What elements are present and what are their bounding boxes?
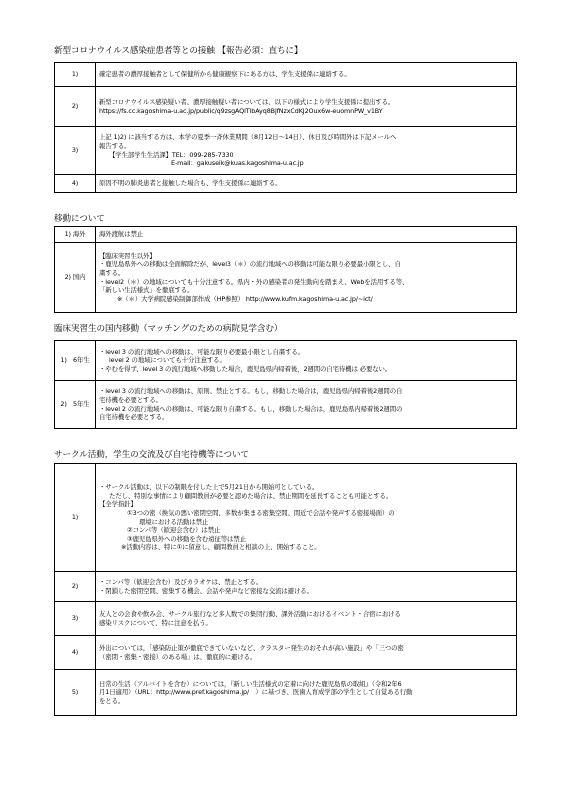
row-text: 上記 1)2) に該当する方は、本学の夏季一斉休業期間（8月12日～14日）、休日及び時間外は下記メールへ xyxy=(99,133,397,142)
row-text: ・level2（＊）の地域についても十分注意する。県内・外の感染者の発生動向を踏まえ、Webを活用する等、 xyxy=(99,277,409,286)
table-row xyxy=(55,572,517,602)
table-row xyxy=(55,341,517,381)
row-text: ・level 3 の流行地域への移動は、原則、禁止とする。もし，移動した場合は，鹿児島県内帰着後2週間の自 xyxy=(99,387,403,396)
row-content xyxy=(96,227,517,243)
table-row xyxy=(55,381,517,429)
row-text: をとる。 xyxy=(99,696,125,705)
row-number: 1) 海外 xyxy=(55,227,96,243)
row-text: level 2 の地域についても十分注意する。 xyxy=(109,356,226,365)
table-clinical xyxy=(54,340,517,429)
section-title-circle: サークル活動，学生の交流及び自宅待機等について xyxy=(54,450,249,460)
row-text: （密閉・密集・密接）のある場」は、徹底的に避ける。 xyxy=(99,652,257,661)
table-row xyxy=(55,127,517,175)
table-row xyxy=(55,87,517,127)
row-content xyxy=(96,464,517,572)
row-text: 報告する。 xyxy=(99,141,131,150)
row-number: 5) xyxy=(55,670,96,716)
row-text: 日常の生活（アルバイトを含む）については，『新しい生活様式の定着に向けた鹿児島県の取組』（令和2年6 xyxy=(99,679,402,688)
row-text: 外出については，「感染防止策が徹底できていないなど、クラスター発生のおそれが高い施設」や「三つの密 xyxy=(99,643,404,652)
row-text: ・サークル活動は、以下の制限を付した上で5月21日から開始可としている。 xyxy=(99,483,319,492)
row-text: 新型コロナウイルス感染疑い者、濃厚接触疑い者については、以下の様式により学生支援係に提出する。 xyxy=(99,97,395,106)
row-text: 粛する。 xyxy=(99,268,125,277)
row-content xyxy=(96,243,517,313)
row-number: 4) xyxy=(55,175,96,193)
guideline-item: 環境における活動は禁止 xyxy=(139,517,209,526)
row-content xyxy=(96,381,517,429)
row-number: 2) 5年生 xyxy=(55,381,96,429)
row-number: 1) xyxy=(55,464,96,572)
row-text: ・鹿児島県外への移動は全面解除だが、level3（＊）の流行地域への移動は可能な限り必要最小限とし、自 xyxy=(99,260,401,269)
table-travel xyxy=(54,226,517,313)
table-row xyxy=(55,227,517,243)
row-number: 2) xyxy=(55,87,96,127)
ict-link[interactable]: ※（＊）大学病院感染制御部作成（HP参照） http://www.kufm.kagoshima-u.ac.jp/~ict/ xyxy=(117,294,373,303)
row-text: 自宅待機を必要とする。 xyxy=(99,413,169,422)
table-row xyxy=(55,63,517,87)
row-text: ただし、特別な事情により顧問教員が必要と認めた場合は、禁止期間を延長することも可能とする。 xyxy=(109,491,393,500)
form-link[interactable]: https://fs.cc.kagoshima-u.ac.jp/public/q9zsgAQlTlbAyq8BjfNzxCdKJ2Oux6w-euomnPW_v1BY xyxy=(99,106,383,115)
row-content xyxy=(96,127,517,175)
row-number: 2) xyxy=(55,572,96,602)
row-text: ・level 2 の流行地域への移動は、可能な限り自粛する。もし，移動した場合は，鹿児島県内帰着後2週間の xyxy=(99,404,403,413)
table-circle xyxy=(54,463,517,716)
table-row xyxy=(55,464,517,572)
row-text: 確定患者の濃厚接触者として保健所から健康観察下にある方は、学生支援係に連絡する。 xyxy=(99,70,351,79)
row-text: ・やむを得ず、level 3 の流行地域へ移動した場合，鹿児島県内帰着後，2週間の自宅待機は 必要ない。 xyxy=(99,364,392,373)
row-number: 1) 6年生 xyxy=(55,341,96,381)
row-text: 友人との会食や飲み会、サークル旅行など多人数での集団行動、課外活動におけるイベント・合宿における xyxy=(99,609,401,618)
table-row xyxy=(55,636,517,670)
row-text: ・level 3 の流行地域への移動は、可能な限り必要最小限とし自粛する。 xyxy=(99,347,304,356)
guideline-item: ②コンパ等（歓迎会含む）は禁止 xyxy=(127,526,221,535)
guideline-note: ※活動内容は、特に①に留意し、顧問教員と相談の上、開始すること。 xyxy=(121,543,321,552)
row-content xyxy=(96,572,517,602)
section-title-travel: 移動について xyxy=(54,214,105,224)
row-number: 3) xyxy=(55,602,96,636)
row-text: 宅待機を必要とする。 xyxy=(99,395,162,404)
row-content xyxy=(96,341,517,381)
guideline-heading: 【全学指針】 xyxy=(99,500,137,509)
guideline-item: ③鹿児島県外への移動を含む遠征等は禁止 xyxy=(127,534,246,543)
row-content xyxy=(96,63,517,87)
row-content xyxy=(96,636,517,670)
table-row xyxy=(55,243,517,313)
row-content xyxy=(96,87,517,127)
contact-phone: 【学生部学生生活課】TEL：099-285-7330 xyxy=(109,150,234,159)
row-number: 3) xyxy=(55,127,96,175)
row-text: 原因不明の肺炎患者と接触した場合も、学生支援係に連絡する。 xyxy=(99,179,282,188)
row-text: ・コンパ等（歓迎会含む）及びカラオケは、禁止とする。 xyxy=(99,577,262,586)
row-text: ・閉鎖した密閉空間、密集する機会、会話や発声など密接な交流は避ける。 xyxy=(99,586,313,595)
table-contact xyxy=(54,62,517,193)
row-text: 感染リスクについて、特に注意を払う。 xyxy=(99,618,212,627)
row-number: 1) xyxy=(55,63,96,87)
contact-email[interactable]: E-mail：gakuseik@kuas.kagoshima-u.ac.jp xyxy=(171,159,304,168)
row-content xyxy=(96,670,517,716)
row-text: 【臨床実習生以外】 xyxy=(99,251,156,260)
table-row xyxy=(55,670,517,716)
section-title-contact: 新型コロナウイルス感染症患者等との接触 【報告必須：直ちに】 xyxy=(54,46,303,56)
row-content xyxy=(96,602,517,636)
row-text: 海外渡航は禁止 xyxy=(99,230,144,239)
table-row xyxy=(55,602,517,636)
section-title-clinical: 臨床実習生の国内移動（マッチングのための病院見学含む） xyxy=(54,324,283,334)
guideline-item: ①3つの密（換気の悪い密閉空間、多数が集まる密集空間、間近で会話や発声する密接場面）の xyxy=(127,508,395,517)
row-number: 2) 国内 xyxy=(55,243,96,313)
row-content xyxy=(96,175,517,193)
row-number: 4) xyxy=(55,636,96,670)
pref-link[interactable]: 月1日適用）（URL：http://www.pref.kagoshima.jp/ ）に基づき、医歯人育成学部の学生として自覚ある行動 xyxy=(99,688,413,697)
row-text: 「新しい生活様式」を徹底する。 xyxy=(99,286,194,295)
table-row xyxy=(55,175,517,193)
